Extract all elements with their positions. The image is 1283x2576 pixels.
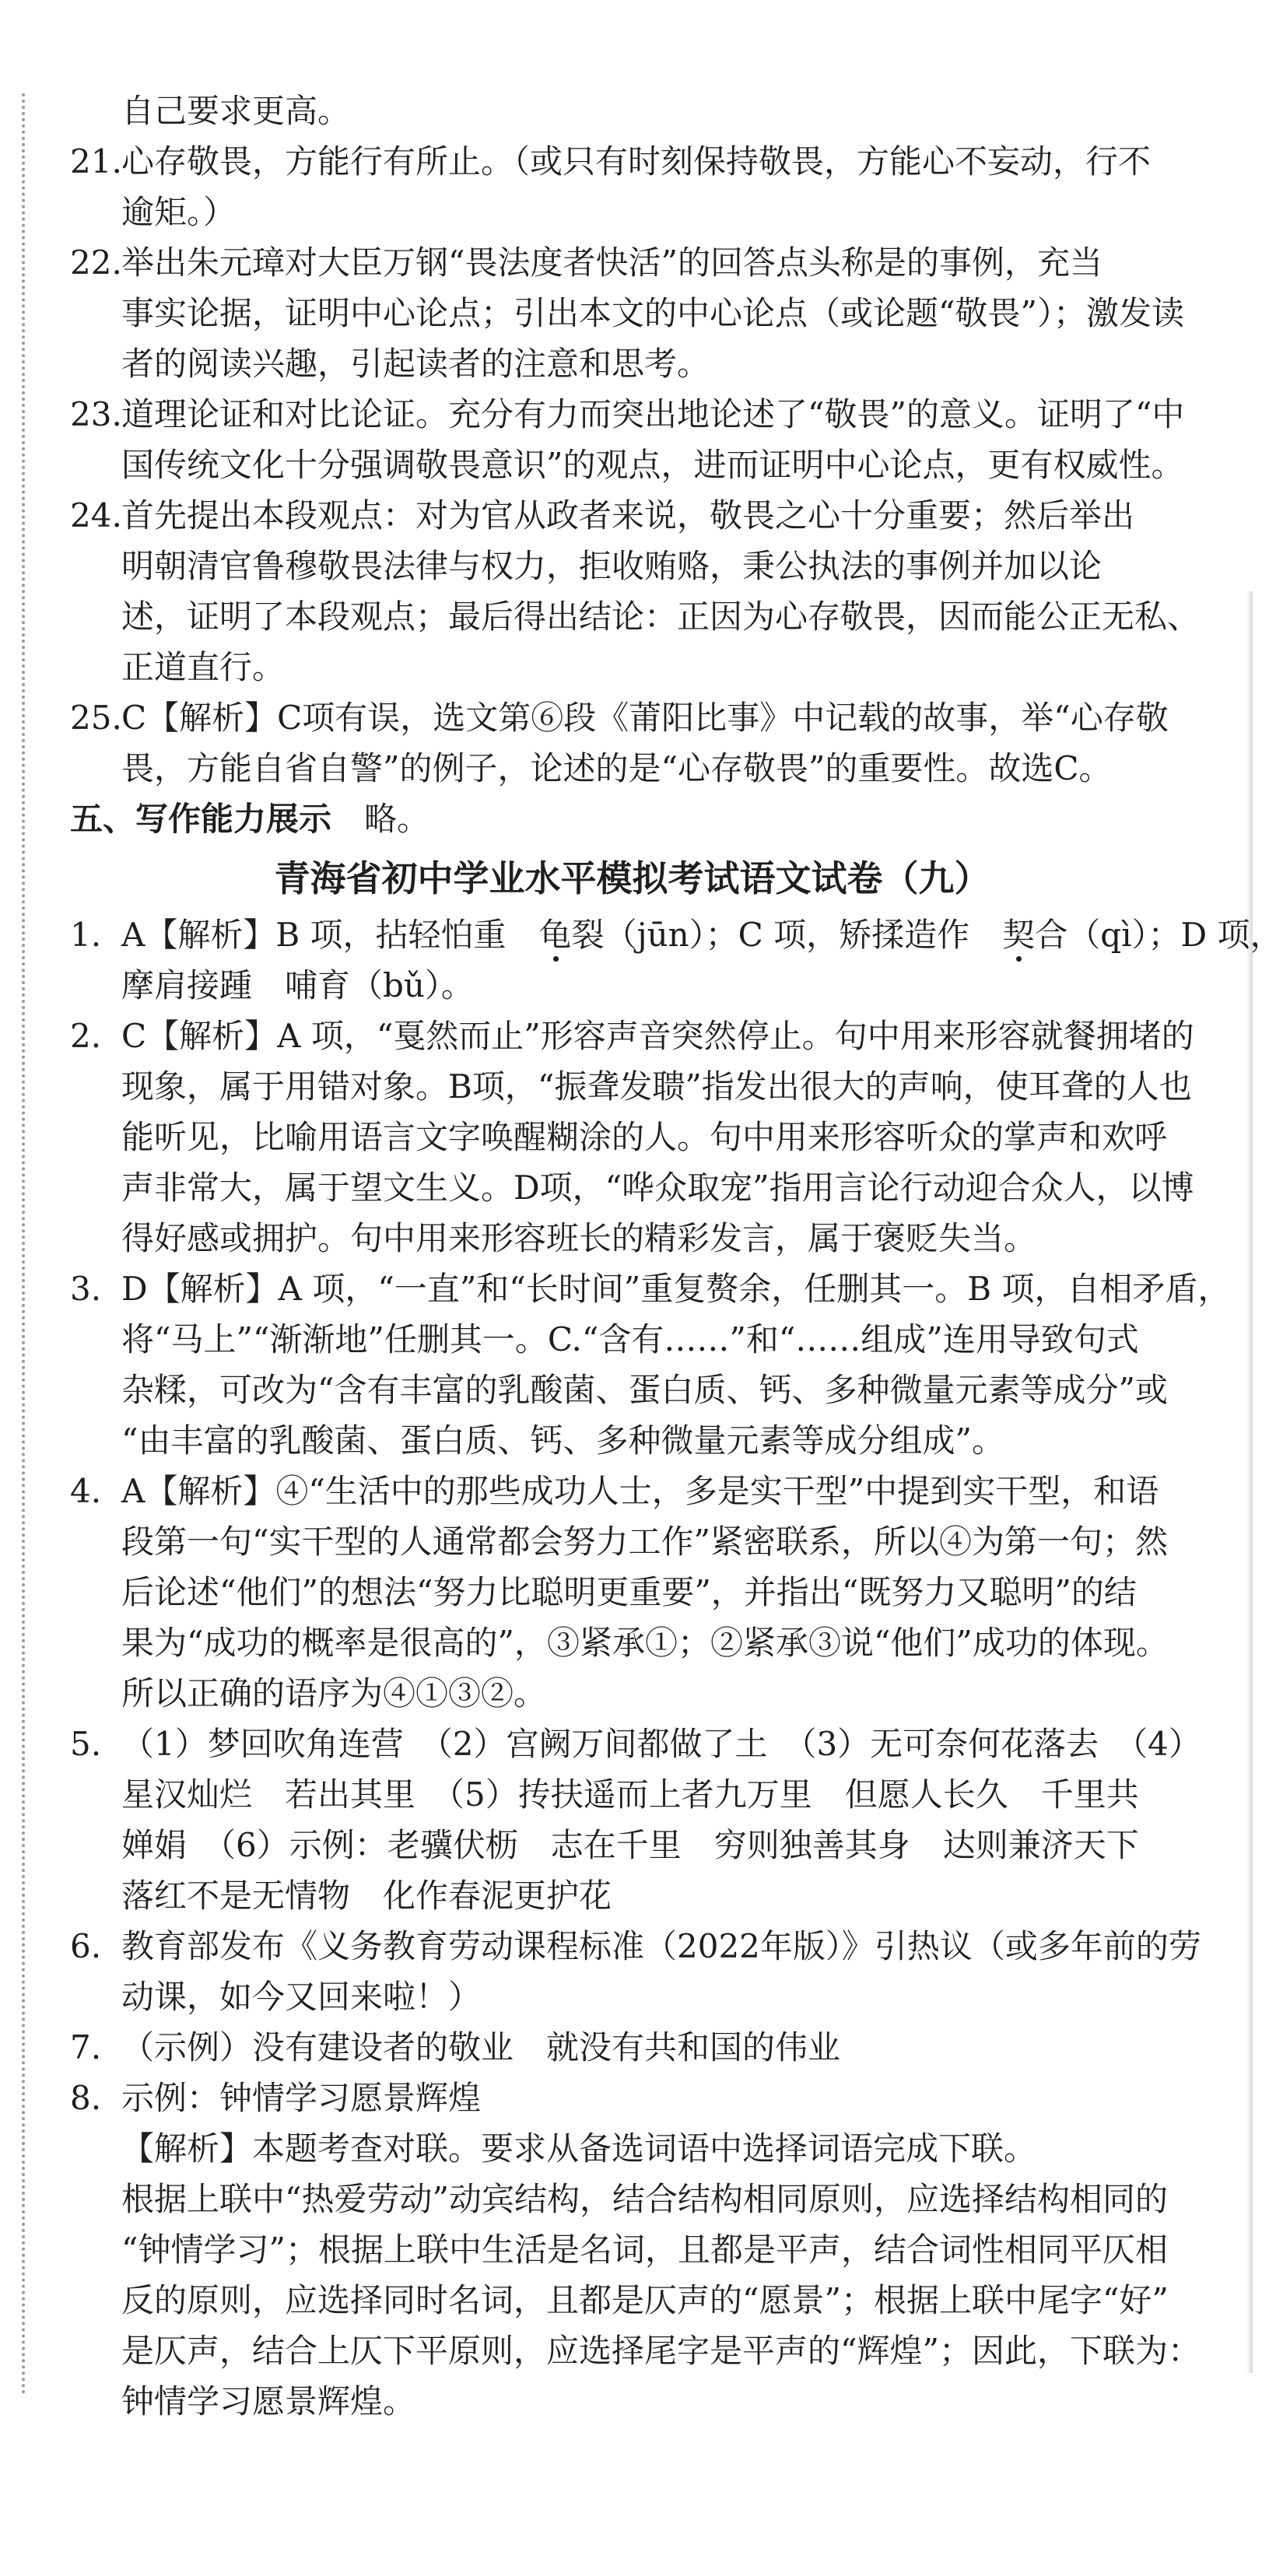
item8-analysis: [70, 2123, 1201, 2427]
text-segment: A【解析】B 项，拈轻怕重: [121, 916, 539, 954]
answer-item: [70, 1921, 1201, 2022]
text-line: 心存敬畏，方能行有所止。（或只有时刻保持敬畏，方能心不妄动，行不: [121, 142, 1152, 180]
text-line: 将“马上”“渐渐地”任删其一。C.“含有……”和“……组成”连用导致句式: [121, 1320, 1139, 1358]
text-line: 果为“成功的概率是很高的”，③紧承①；②紧承③说“他们”成功的体现。: [121, 1624, 1169, 1662]
page-edge-shadow: [1246, 591, 1253, 2373]
text-line: 后论述“他们”的想法“努力比聪明更重要”，并指出“既努力又聪明”的结: [121, 1573, 1137, 1611]
emphasis-dot-char: 龟: [538, 916, 572, 954]
continued-answer: [70, 86, 1148, 136]
text-line: （示例）没有建设者的敬业 就没有共和国的伟业: [121, 2028, 841, 2066]
item-number: 25.: [70, 699, 122, 737]
text-line: C【解析】A 项，“戛然而止”形容声音突然停止。句中用来形容就餐拥堵的: [121, 1017, 1194, 1055]
answer-item-1: [70, 909, 1283, 1011]
text-line: 反的原则，应选择同时名词，且都是仄声的“愿景”；根据上联中尾字“好”: [121, 2281, 1169, 2319]
item-number: 3.: [70, 1270, 102, 1308]
text-line: 根据上联中“热爱劳动”动宾结构，结合结构相同原则，应选择结构相同的: [121, 2180, 1168, 2218]
text-line: 摩肩接踵 哺育（bǔ）。: [121, 966, 474, 1004]
text-line: [121, 909, 1283, 960]
answer-item: [70, 2022, 1148, 2073]
text-segment: 裂（jūn）；C 项，矫揉造作: [571, 916, 1003, 954]
answer-item: [70, 692, 1169, 794]
text-line: “由丰富的乳酸菌、蛋白质、钙、多种微量元素等成分组成”。: [121, 1421, 1004, 1460]
text-line: C【解析】C项有误，选文第⑥段《莆阳比事》中记载的故事，举“心存敬: [121, 699, 1169, 737]
answer-item: [70, 1466, 1169, 1719]
item-number: 21.: [70, 142, 122, 180]
text-line: 【解析】本题考查对联。要求从备选词语中选择词语完成下联。: [121, 2129, 1037, 2168]
text-line: D【解析】A 项，“一直”和“长时间”重复赘余，任删其一。B 项，自相矛盾，: [121, 1270, 1231, 1308]
binding-dotted-line: [22, 93, 25, 2396]
text-line: 道理论证和对比论证。充分有力而突出地论述了“敬畏”的意义。证明了“中: [121, 395, 1185, 433]
answer-item: [70, 389, 1185, 490]
text-line: 动课，如今又回来啦！）: [121, 1978, 482, 2016]
text-line: 星汉灿烂 若出其里 （5）抟扶遥而上者九万里 但愿人长久 千里共: [121, 1775, 1139, 1814]
text-line: 事实论据，证明中心论点；引出本文的中心论点（或论题“敬畏”）；激发读: [121, 294, 1184, 332]
answers-part2: [70, 1011, 1231, 2123]
text-line: 所以正确的语序为④①③②。: [121, 1674, 547, 1712]
exam-title: 青海省初中学业水平模拟考试语文试卷（九）: [274, 857, 990, 899]
text-line: 落红不是无情物 化作春泥更护花: [121, 1877, 612, 1915]
section-note: 略。: [331, 800, 430, 838]
item-number: 8.: [70, 2079, 102, 2117]
text-line: 国传统文化十分强调敬畏意识”的观点，进而证明中心论点，更有权威性。: [121, 446, 1184, 484]
text-line: 者的阅读兴趣，引起读者的注意和思考。: [121, 345, 710, 383]
answer-item: [70, 1011, 1194, 1263]
item-number: 22.: [70, 244, 122, 282]
answer-item: [70, 2073, 1148, 2123]
text-line: 自己要求更高。: [121, 92, 351, 130]
answers-part1: [70, 136, 1201, 794]
text-line: 逾矩。）: [121, 193, 237, 231]
text-line: 婵娟 （6）示例：老骥伏枥 志在千里 穷则独善其身 达则兼济天下: [121, 1826, 1139, 1864]
text-line: （1）梦回吹角连营 （2）宫阙万间都做了土 （3）无可奈何花落去 （4）: [121, 1725, 1201, 1763]
emphasis-dot-char: 契: [1002, 916, 1036, 954]
text-line: A【解析】④“生活中的那些成功人士，多是实干型”中提到实干型，和语: [121, 1472, 1159, 1510]
text-line: 首先提出本段观点：对为官从政者来说，敬畏之心十分重要；然后举出: [121, 496, 1135, 534]
text-line: 示例：钟情学习愿景辉煌: [121, 2079, 482, 2117]
text-line: 杂糅，可改为“含有丰富的乳酸菌、蛋白质、钙、多种微量元素等成分”或: [121, 1371, 1168, 1409]
item-number: 2.: [70, 1017, 102, 1055]
text-line: 段第一句“实干型的人通常都会努力工作”紧密联系，所以④为第一句；然: [121, 1523, 1168, 1561]
answer-item: [70, 490, 1201, 692]
answer-key-content: [70, 86, 1283, 2427]
item-number: 24.: [70, 496, 122, 534]
item-number: 7.: [70, 2028, 102, 2066]
text-line: 正道直行。: [121, 648, 286, 686]
item-number: 4.: [70, 1472, 102, 1510]
text-line: 举出朱元璋对大臣万钢“畏法度者快活”的回答点头称是的事例，充当: [121, 244, 1102, 282]
item-number: 1.: [70, 916, 102, 954]
answer-item: [70, 136, 1152, 237]
text-line: 述，证明了本段观点；最后得出结论：正因为心存敬畏，因而能公正无私、: [121, 598, 1201, 636]
text-segment: 合（qì）；D 项，: [1035, 916, 1283, 954]
text-line: 得好感或拥护。句中用来形容班长的精彩发言，属于褒贬失当。: [121, 1219, 1037, 1257]
answer-item: [70, 237, 1184, 389]
text-line: 是仄声，结合上仄下平原则，应选择尾字是平声的“辉煌”；因此，下联为：: [121, 2332, 1201, 2370]
section-heading-writing: [70, 794, 1148, 844]
text-line: “钟情学习”；根据上联中生活是名词，且都是平声，结合词性相同平仄相: [121, 2231, 1168, 2269]
text-line: 现象，属于用错对象。B项，“振聋发聩”指发出很大的声响，使耳聋的人也: [121, 1067, 1192, 1106]
text-line: 明朝清官鲁穆敬畏法律与权力，拒收贿赂，秉公执法的事例并加以论: [121, 547, 1102, 585]
item-number: 23.: [70, 395, 122, 433]
section-label: 五、写作能力展示: [70, 800, 332, 838]
answer-item: [70, 1719, 1201, 1921]
answer-item: [70, 1263, 1231, 1466]
text-line: 能听见，比喻用语言文字唤醒糊涂的人。句中用来形容听众的掌声和欢呼: [121, 1118, 1168, 1156]
text-line: 声非常大，属于望文生义。D项，“哗众取宠”指用言论行动迎合众人，以博: [121, 1169, 1194, 1207]
item-number: 5.: [70, 1725, 102, 1763]
text-line: 钟情学习愿景辉煌。: [121, 2382, 416, 2420]
text-line: 畏，方能自省自警”的例子，论述的是“心存敬畏”的重要性。故选C。: [121, 749, 1112, 787]
item-number: 6.: [70, 1927, 102, 1965]
text-line: 教育部发布《义务教育劳动课程标准（2022年版）》引热议（或多年前的劳: [121, 1927, 1201, 1965]
